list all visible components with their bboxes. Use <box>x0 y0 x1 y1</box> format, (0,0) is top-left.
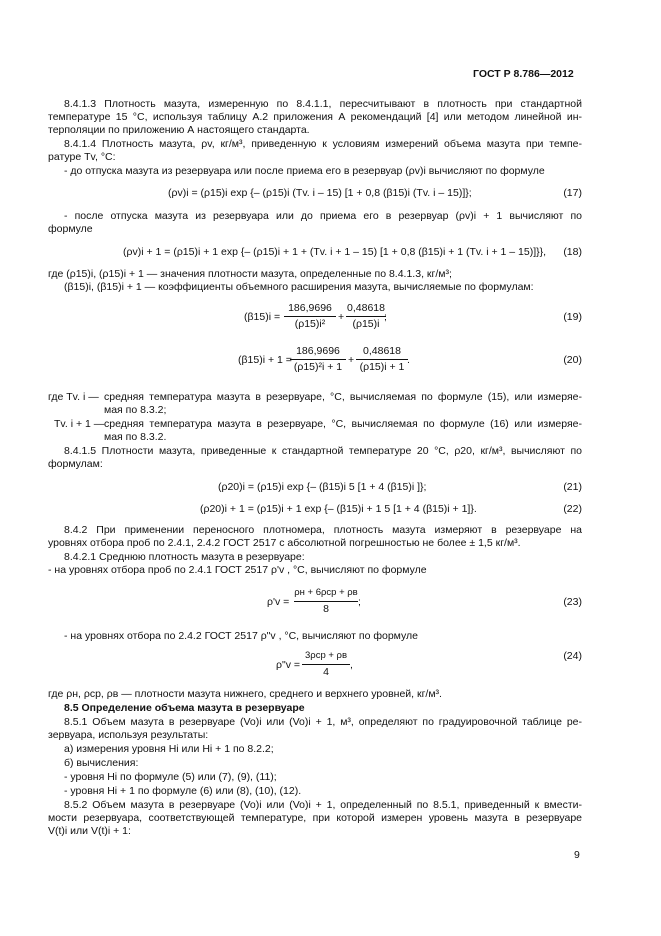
formula-21: (ρ20)i = (ρ15)i exp {– (β15)i 5 [1 + 4 (β15)i ]}; <box>218 481 427 493</box>
plus-sign: + <box>348 354 355 366</box>
fraction-numerator: 0,48618 <box>347 302 385 314</box>
fraction-denominator: (ρ15)i + 1 <box>359 361 405 373</box>
paragraph-line: формулам: <box>48 458 103 470</box>
fraction-bar <box>302 664 350 665</box>
paragraph-line: 8.5.1 Объем мазута в резервуаре (Vo)i или (Vo)i + 1, м³, определяют по градуировочной таблице ре- <box>64 716 582 728</box>
plus-sign: + <box>338 311 345 323</box>
paragraph-line: формуле <box>48 223 93 235</box>
fraction-denominator: 8 <box>323 603 329 615</box>
punctuation: . <box>407 354 410 366</box>
list-item: б) вычисления: <box>64 757 139 769</box>
fraction-numerator: 3ρср + ρв <box>305 650 347 661</box>
explanation-term: где Tv. i — <box>48 391 99 403</box>
explanation-line: (β15)i, (β15)i + 1 — коэффициенты объемного расширения мазута, вычисляемые по формулам: <box>64 281 534 293</box>
explanation-line: мая по 8.3.2. <box>104 431 167 443</box>
paragraph-line: - до отпуска мазута из резервуара или после приема его в резервуар (ρv)i вычисляют по формуле <box>64 165 545 177</box>
explanation-line: средняя температура мазута в резервуаре, °С, вычисляемая по формуле (16) или измеряе- <box>104 418 582 430</box>
formula-number: (22) <box>563 503 582 515</box>
formula-number: (20) <box>563 354 582 366</box>
fraction-bar <box>284 316 336 317</box>
formula-18: (ρv)i + 1 = (ρ15)i + 1 exp {– (ρ15)i + 1 + (Tv. i + 1 – 15) [1 + 0,8 (β15)i + 1 (Tv. i + 1 – 15)]}}, <box>123 246 547 258</box>
fraction-bar <box>294 601 358 602</box>
explanation-line: средняя температура мазута в резервуаре, °С, вычисляемая по формуле (15), или измеряе- <box>104 391 582 403</box>
punctuation: ; <box>384 311 387 323</box>
paragraph-line: V(t)i или V(t)i + 1: <box>48 825 131 837</box>
fraction-denominator: (ρ15)i <box>352 318 380 330</box>
paragraph-line: температуре 15 °С, используя таблицу А.2 приложения А рекомендаций [4] или методом линейной ин- <box>48 111 582 123</box>
fraction-denominator: 4 <box>323 666 329 678</box>
paragraph-line: 8.4.1.4 Плотность мазута, ρv, кг/м³, приведенную к условиям измерений объема мазута при темпе- <box>64 138 582 150</box>
paragraph-line: - на уровнях отбора по 2.4.2 ГОСТ 2517 ρ"v , °С, вычисляют по формуле <box>64 630 418 642</box>
fraction-numerator: 0,48618 <box>363 345 401 357</box>
fraction-bar <box>346 316 386 317</box>
list-item: а) измерения уровня Hi или Hi + 1 по 8.2.2; <box>64 743 274 755</box>
formula-23-lhs: ρ'v = <box>267 596 290 608</box>
formula-number: (19) <box>563 311 582 323</box>
section-heading: 8.5 Определение объема мазута в резервуаре <box>64 702 305 714</box>
formula-19-lhs: (β15)i = <box>244 311 281 323</box>
formula-22: (ρ20)i + 1 = (ρ15)i + 1 exp {– (β15)i + 1 5 [1 + 4 (β15)i + 1]}. <box>200 503 477 515</box>
paragraph-line: - после отпуска мазута из резервуара или до приема его в резервуар (ρv)i + 1 вычисляют по <box>64 210 582 222</box>
fraction-numerator: 186,9696 <box>288 302 332 314</box>
explanation-term: Tv. i + 1 — <box>54 418 105 430</box>
page-number: 9 <box>574 849 580 861</box>
paragraph-line: 8.4.1.3 Плотность мазута, измеренную по 8.4.1.1, пересчитывают в плотность при стандартной <box>64 98 582 110</box>
formula-number: (23) <box>563 596 582 608</box>
explanation-line: где ρн, ρср, ρв — плотности мазута нижнего, среднего и верхнего уровней, кг/м³. <box>48 688 442 700</box>
formula-24-lhs: ρ"v = <box>276 659 300 671</box>
paragraph-line: терполяции по приложению А настоящего стандарта. <box>48 124 310 136</box>
paragraph-line: зервуара, используя результаты: <box>48 729 209 741</box>
formula-number: (17) <box>563 187 582 199</box>
paragraph-line: уровнях отбора проб по 2.4.1, 2.4.2 ГОСТ 2517 с абсолютной погрешностью не более ± 1,5 кг/м³. <box>48 537 521 549</box>
formula-20-lhs: (β15)i + 1 = <box>238 354 292 366</box>
paragraph-line: мости резервуара, соответствующей температуре, при которой измерен уровень мазута в резервуаре <box>48 812 582 824</box>
paragraph-line: 8.4.2.1 Среднюю плотность мазута в резервуаре: <box>64 551 305 563</box>
fraction-bar <box>290 359 346 360</box>
punctuation: , <box>350 659 353 671</box>
formula-17: (ρv)i = (ρ15)i exp {– (ρ15)i (Tv. i – 15) [1 + 0,8 (β15)i (Tv. i – 15)]}; <box>168 187 472 199</box>
fraction-bar <box>356 359 408 360</box>
list-item: - уровня Hi по формуле (5) или (7), (9), (11); <box>64 771 277 783</box>
fraction-denominator: (ρ15)²i + 1 <box>293 361 343 373</box>
formula-number: (21) <box>563 481 582 493</box>
fraction-numerator: ρн + 6ρср + ρв <box>294 587 358 598</box>
fraction-numerator: 186,9696 <box>296 345 340 357</box>
paragraph-line: 8.5.2 Объем мазута в резервуаре (Vo)i или (Vo)i + 1, определенный по 8.5.1, приведенный к вмести- <box>64 799 582 811</box>
paragraph-line: 8.4.1.5 Плотности мазута, приведенные к стандартной температуре 20 °С, ρ20, кг/м³, вычисляют по <box>64 445 582 457</box>
paragraph-line: 8.4.2 При применении переносного плотномера, плотность мазута измеряют в резервуаре на <box>64 524 582 536</box>
paragraph-line: - на уровнях отбора проб по 2.4.1 ГОСТ 2517 ρ'v , °С, вычисляют по формуле <box>48 564 427 576</box>
paragraph-line: ратуре Tv, °С: <box>48 151 116 163</box>
fraction-denominator: (ρ15)i² <box>294 318 326 330</box>
list-item: - уровня Hi + 1 по формуле (6) или (8), (10), (12). <box>64 785 302 797</box>
document-header: ГОСТ Р 8.786—2012 <box>473 68 574 80</box>
formula-number: (18) <box>563 246 582 258</box>
explanation-line: мая по 8.3.2; <box>104 404 167 416</box>
formula-number: (24) <box>563 650 582 662</box>
explanation-line: где (ρ15)i, (ρ15)i + 1 — значения плотности мазута, определенные по 8.4.1.3, кг/м³; <box>48 268 452 280</box>
punctuation: ; <box>358 596 361 608</box>
